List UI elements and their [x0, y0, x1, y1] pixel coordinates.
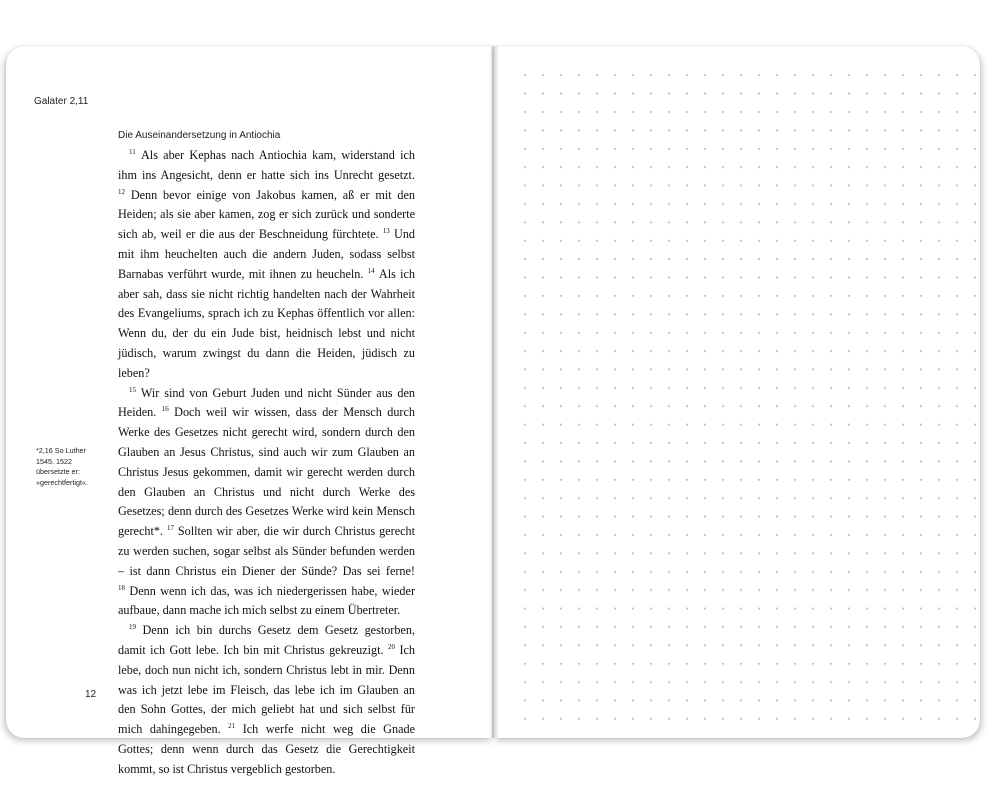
margin-footnote: *2,16 So Luther 1545. 1522 übersetzte er: »gerechtfertigt«. [36, 446, 88, 487]
verse-number: 21 [228, 722, 236, 731]
verse-number: 12 [118, 187, 125, 196]
right-page [494, 46, 980, 738]
verse-text: Und mit ihm heuchelten auch die andern Juden, sodass selbst Barnabas verführt wurde, mit ihnen zu heucheln. [118, 227, 416, 281]
verse-text: Denn ich bin durchs Gesetz dem Gesetz gestorben, damit ich Gott lebe. Ich bin mit Christus gekreuzigt. [118, 623, 415, 657]
verse-text: Als ich aber sah, dass sie nicht richtig handelten nach der Wahrheit des Evangeliums, sprach ich zu Kephas öffentlich vor allen: Wenn du, der du ein Jude bist, heidnisch lebst und nicht jüdisch, warum zwingst du dann die Heiden, jüdisch zu leben? [118, 266, 415, 380]
dot-grid [516, 66, 976, 722]
book-spine [490, 46, 498, 738]
verse-number: 20 [388, 642, 395, 651]
paragraph [118, 146, 415, 384]
verse-text: Als aber Kephas nach Antiochia kam, widerstand ich ihm ins Angesicht, denn er hatte sich ins Unrecht gesetzt. [118, 148, 415, 182]
bible-text [118, 146, 415, 780]
verse-text: Ich werfe nicht weg die Gnade Gottes; denn wenn durch das Gesetz die Gerechtigkeit kommt, so ist Christus vergeblich gestorben. [118, 722, 415, 776]
page-number: 12 [85, 689, 97, 700]
verse-text: Wir sind von Geburt Juden und nicht Sünder aus den Heiden. [118, 385, 416, 420]
verse-number: 16 [161, 405, 169, 414]
verse-text: Sollten wir aber, die wir durch Christus gerecht zu werden suchen, sogar selbst als Sünder befunden werden – ist dann Christus ein Diener der Sünde? Das sei ferne! [118, 524, 415, 578]
verse-number: 13 [382, 227, 390, 236]
paragraph [118, 621, 415, 779]
verse-number: 19 [129, 623, 136, 632]
verse-text: Doch weil wir wissen, dass der Mensch durch Werke des Gesetzes nicht gerecht wird, sondern durch den Glauben an Jesus Christus, sind auch wir zum Glauben an Christus Jesus gekommen, damit wir gerecht werden durch den Glauben an Christus und nicht durch Werke des Gesetzes; denn durch des Gesetzes Werke wird kein Mensch gerecht*. [118, 405, 415, 539]
verse-text: Denn bevor einige von Jakobus kamen, aß er mit den Heiden; als sie aber kamen, zog er sich zurück und sonderte sich ab, weil er die aus der Beschneidung fürchtete. [118, 187, 415, 242]
verse-number: 11 [129, 147, 136, 156]
verse-number: 15 [129, 385, 136, 394]
verse-number: 17 [166, 524, 174, 533]
verse-text: Denn wenn ich das, was ich niedergerissen habe, wieder aufbaue, dann mache ich mich selbst zu einem Übertreter. [118, 583, 415, 618]
verse-text: Ich lebe, doch nun nicht ich, sondern Christus lebt in mir. Denn was ich jetzt lebe im Fleisch, das lebe ich im Glauben an den Sohn Gottes, der mich geliebt hat und sich selbst für mich dahingegeben. [118, 642, 415, 737]
verse-number: 14 [367, 266, 375, 275]
left-page [6, 46, 492, 776]
paragraph [118, 384, 415, 622]
section-title: Die Auseinandersetzung in Antiochia [118, 130, 281, 141]
running-head: Galater 2,11 [34, 96, 89, 107]
open-book [6, 46, 980, 776]
verse-number: 18 [118, 583, 125, 592]
